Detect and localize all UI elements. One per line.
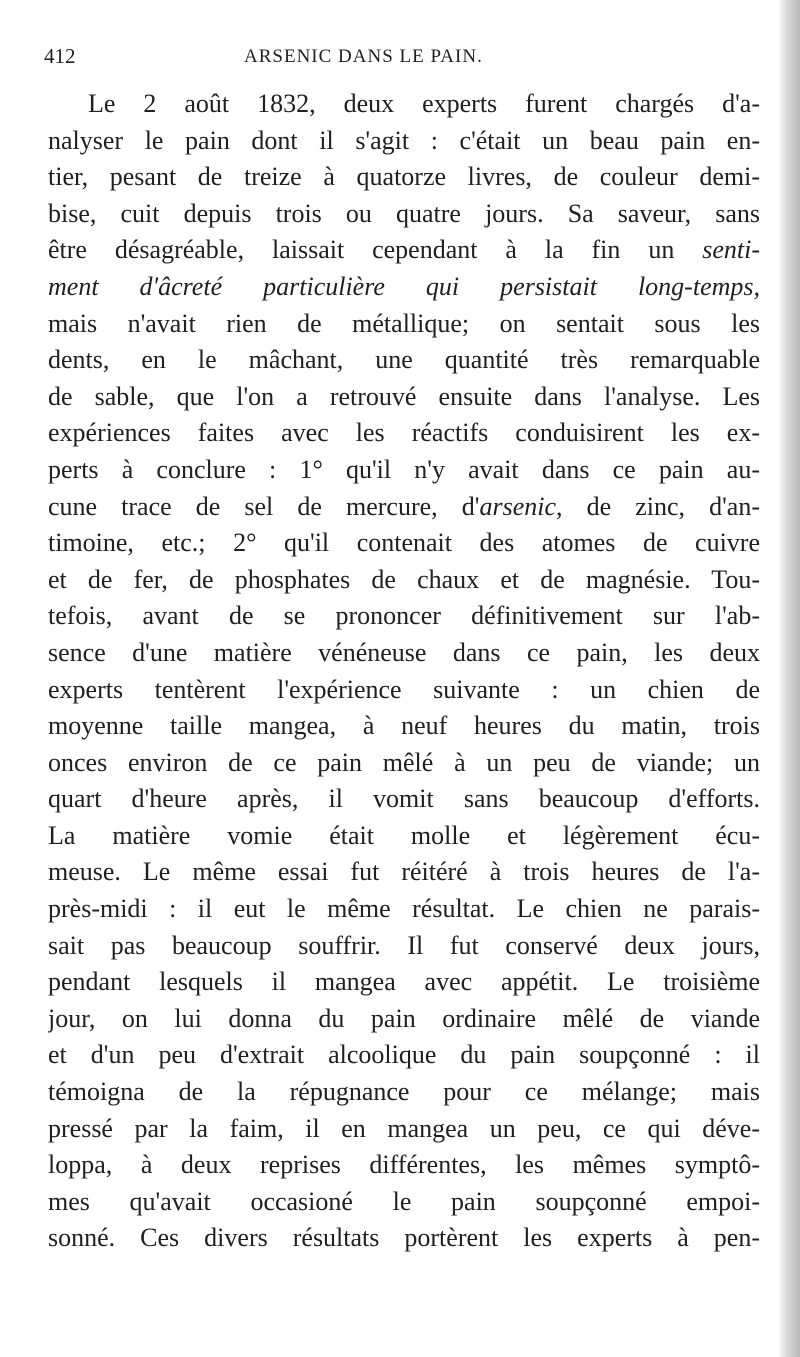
page-number: 412 [44,44,76,68]
text-segment: de sable, que l'on a retrouvé ensuite dans l'analyse. Les [48,381,760,411]
text-line [48,196,760,233]
text-line [48,781,760,818]
text-line [48,598,760,635]
italic-text-segment: senti- [702,235,760,265]
text-line [48,1147,760,1184]
text-line [48,672,760,709]
text-segment: tefois, avant de se prononcer définitivement sur l'ab- [48,601,760,631]
text-line [48,232,760,269]
text-segment: dents, en le mâchant, une quantité très remarquable [48,345,760,375]
text-segment: témoigna de la répugnance pour ce mélange; mais [48,1077,760,1107]
page-header [44,40,744,76]
text-segment: sence d'une matière vénéneuse dans ce pain, les deux [48,637,760,667]
text-line [48,269,760,306]
text-line [48,1111,760,1148]
text-segment: loppa, à deux reprises différentes, les mêmes symptô- [48,1150,760,1180]
text-segment: expériences faites avec les réactifs conduisirent les ex- [48,418,760,448]
text-line [48,1001,760,1038]
text-segment: mais n'avait rien de métallique; on sentait sous les [48,308,760,338]
text-line [48,306,760,343]
body-paragraph [48,86,760,1257]
text-line [48,635,760,672]
text-segment: , de zinc, d'an- [556,491,760,521]
text-line [48,1220,760,1257]
text-segment: La matière vomie était molle et légèrement écu- [48,820,760,850]
text-segment: nalyser le pain dont il s'agit : c'était un beau pain en- [48,125,760,155]
text-segment: perts à conclure : 1° qu'il n'y avait dans ce pain au- [48,454,760,484]
text-line [48,891,760,928]
running-head: ARSENIC DANS LE PAIN. [244,46,483,67]
text-line [48,489,760,526]
text-segment: être désagréable, laissait cependant à la fin un [48,235,703,265]
text-segment: pressé par la faim, il en mangea un peu, ce qui déve- [48,1113,760,1143]
text-line [48,818,760,855]
text-line [48,854,760,891]
text-line [48,562,760,599]
text-segment: près-midi : il eut le même résultat. Le chien ne parais- [48,894,760,924]
text-line [48,159,760,196]
page-edge-shadow [778,0,800,1357]
text-line [48,1184,760,1221]
italic-text-segment: arsenic [479,491,556,521]
text-segment: cune trace de sel de mercure, d' [48,491,480,521]
text-segment: pendant lesquels il mangea avec appétit. Le troisième [48,967,760,997]
text-line [48,928,760,965]
text-line [48,415,760,452]
text-segment: moyenne taille mangea, à neuf heures du matin, trois [48,711,760,741]
text-segment: onces environ de ce pain mêlé à un peu de viande; un [48,747,760,777]
text-line [48,964,760,1001]
text-line [48,745,760,782]
text-line [48,342,760,379]
text-segment: bise, cuit depuis trois ou quatre jours. Sa saveur, sans [48,198,760,228]
text-segment: sait pas beaucoup souffrir. Il fut conservé deux jours, [48,930,760,960]
text-line [48,86,760,123]
text-line [48,452,760,489]
text-segment: mes qu'avait occasioné le pain soupçonné empoi- [48,1186,760,1216]
italic-text-segment: ment d'âcreté particulière qui persistait long-temps, [48,271,760,301]
text-line [48,708,760,745]
text-line [48,1074,760,1111]
text-segment: sonné. Ces divers résultats portèrent les experts à pen- [48,1223,760,1253]
text-line [48,379,760,416]
text-segment: et d'un peu d'extrait alcoolique du pain soupçonné : il [48,1040,760,1070]
text-segment: et de fer, de phosphates de chaux et de magnésie. Tou- [48,564,760,594]
text-segment: meuse. Le même essai fut réitéré à trois heures de l'a- [48,857,760,887]
text-segment: tier, pesant de treize à quatorze livres, de couleur demi- [48,162,760,192]
text-segment: timoine, etc.; 2° qu'il contenait des atomes de cuivre [48,528,760,558]
text-line [48,1037,760,1074]
text-segment: Le 2 août 1832, deux experts furent chargés d'a- [88,89,760,118]
text-segment: quart d'heure après, il vomit sans beaucoup d'efforts. [48,784,760,814]
text-segment: jour, on lui donna du pain ordinaire mêlé de viande [48,1003,760,1033]
text-line [48,123,760,160]
text-line [48,525,760,562]
text-segment: experts tentèrent l'expérience suivante : un chien de [48,674,760,704]
